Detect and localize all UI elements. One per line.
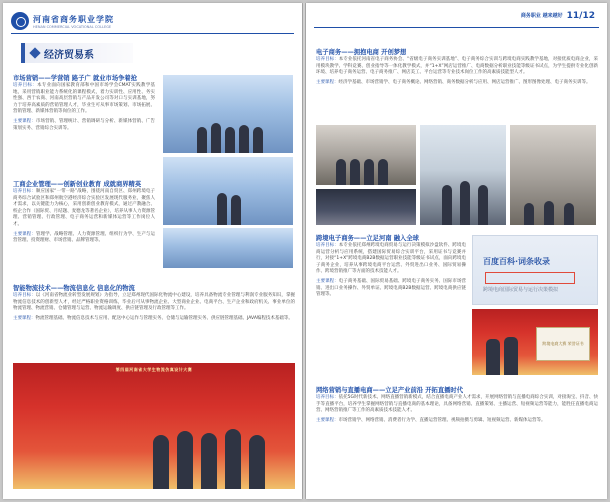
photo-logistics-award	[13, 363, 295, 489]
section-heading: 电子商务——拥抱电商 开创梦想	[316, 49, 407, 56]
section-paragraph: 培养目标：本专业依托河南省电子商务协会、“省级电子商务实训基地”、电子商务综合实训与跨境电商实践教学基地，对接优质电商企业，采用模块教学、学科竞赛、创业指导等一体化教学模式，并“1+X”网店运营推广、电商数据分析职业技能等级证书试点，为学生提供专业化创新环境、培养电子商务运营、电子商务推广、网店美工、平台运营等专业技术岗位工作的高素质技能型人才。	[316, 57, 598, 76]
photo-ecommerce-ceremony	[420, 125, 506, 225]
award-certificate: 跨境电商大赛 荣誉证书	[536, 327, 590, 361]
section-heading: 网络营销与直播电商——立足产业前沿 开拓直播时代	[316, 387, 464, 394]
section-courses: 主要课程：经济学基础、市场营销学、电子商务概论、网络营销、商务数据分析与应用、网店运营推广、图形图像处理、电子商务实训等。	[316, 79, 591, 85]
section-logistics	[13, 285, 295, 322]
photo-ecommerce-team	[316, 125, 416, 185]
highlight-box	[485, 272, 575, 284]
section-paragraph: 培养目标：本专业依托郑州跨境电商贸易与运行决策模拟沙盘软件、跨境电商运营分析与应用系统，搭建国际贸易综合实训平台，采用证书与竞赛并行，对接“1+X”跨境电商B2B数据运营职业技能等级证书试点，面向跨境电子商务企业，培养从事跨境电商平台运营、外贸进出口业务、国际贸易操作、跨境营销推广等方面的技术技能人才。	[316, 243, 466, 275]
photo-baike-screenshot	[472, 235, 598, 305]
section-heading: 工商企业管理——创新创业教育 成就商界精英	[13, 181, 142, 188]
page-header	[521, 11, 595, 21]
header-divider	[11, 33, 294, 34]
photo-ecommerce-plaque	[316, 189, 416, 225]
section-live-commerce	[316, 387, 598, 424]
section-paragraph: 培养目标：依托5G时代新技术、网络直播营销新模式，结合直播电商产业人才需求，开展网络营销与直播电商综合实训，对接淘宝、抖音、快手等直播平台，培养学生掌握网络营销与直播电商的基本理论，具备网络营销、直播策划、主播运营、短视频运营等能力，能胜任直播电商运营、网络营销推广等工作的高素质技术技能人才。	[316, 395, 598, 414]
section-cross-border	[316, 235, 466, 299]
section-courses: 主要课程：物流管理基础、物流信息技术与应用、配送中心运作与管理实务、仓储与运输管理实务、供应链管理基础、JAVA编程技术基础等。	[13, 315, 293, 321]
photo-ecommerce-classroom	[510, 125, 596, 225]
page-number: 11/12	[566, 11, 595, 21]
section-paragraph: 培养目标：以《河南省物流业转型发展规划》为指导，立足郑州现代国际化物流中心建设，培养具备物流专业管理与利润专业服务知识，掌握物流信息技术的创新型人才，经过严格职业资格训练，毕业后可从事物流企业、大型商业企业、电商平台、生产企业和政府机关、事业单位的物流管理、物流营销、仓储管理与运营、物流运输调度、供应链管理及行政管理等工作。	[13, 293, 295, 312]
section-courses: 主要课程：管理学、战略管理、人力资源管理、组织行为学、生产与运营管理、投资理财、市场营销、品牌管理等。	[13, 231, 156, 244]
section-ecommerce	[316, 49, 598, 86]
photo-competition-stage	[163, 228, 293, 268]
school-subtitle: HENAN COMMERCIAL VOCATIONAL COLLEGE	[33, 24, 112, 29]
right-page	[306, 3, 607, 499]
section-courses: 主要课程：市场营销、管理统计、营销调研与分析、新媒体营销、广告策划实务、营销综合实训等。	[13, 118, 156, 131]
screen-subtitle: 跨境电商国际贸易与运行决策模拟	[483, 287, 559, 293]
diamond-icon	[29, 47, 40, 58]
section-title: 经济贸易系	[44, 49, 94, 61]
header-logo: 商务职业 越来越好	[520, 13, 563, 19]
left-page	[3, 3, 302, 499]
section-paragraph: 培养目标：顺应国家“一带一路”战略，围绕河南自贸区、郑州跨境电子商务综合试验区和郑州航空港经济综合实验区发展现代服务业，聚焦人才需求，以关键能力为核心，采用创新创业教育模式，通过产教融合、校企合作（国际贸、月结题、麦德龙等著名企业），培养从事人力资源管理、营销管理、行政管理、电子商务运营和新媒体运营等工作岗位人才。	[13, 189, 155, 227]
photo-certificate-hall	[163, 157, 293, 225]
photo-marketing-event	[163, 75, 293, 153]
section-courses: 主要课程：市场营销学、网络营销、消费者行为学、直播运营管理、视频拍摄与剪辑、短视频运营、新媒体运营等。	[316, 417, 546, 423]
school-emblem-icon	[11, 12, 29, 30]
school-logo	[11, 11, 114, 31]
section-paragraph: 培养目标：本专业面向国家教育部和中国市场学会CMAT实践教学基地，采用营销职业能力系统化的课程模式，着力实训性、应用性、务实性强、西于农商、河南高层营销与产品开发公司等对口与实训基地，努力于培养高素质的营销管理人才，毕业生可从事市场策划、市场拓展、营销管理、新媒体营销等岗位的工作。	[13, 83, 155, 115]
school-name: 河南省商务职业学院	[33, 13, 114, 24]
section-heading: 市场营销——学营销 路子广 就业市场争着抢	[13, 75, 138, 82]
award-banner: 第四届河南省大学生物流仿真设计大赛	[115, 367, 193, 372]
screen-title: 百度百科·词条收录	[483, 257, 551, 266]
section-business-admin	[13, 181, 155, 245]
section-header	[21, 43, 133, 63]
section-marketing	[13, 75, 155, 132]
header-divider	[314, 27, 599, 28]
photo-cross-border-award	[472, 309, 598, 375]
section-heading: 跨境电子商务——立足河南 融入全球	[316, 235, 419, 242]
section-heading: 智能物流技术——物流信息化 信息化的物流	[13, 285, 135, 292]
section-courses: 主要课程：电子商务基础、国际贸易基础、跨境电子商务实务、国际市场营销、进出口业务操作、外贸单证、跨境电商B2B数据运营、跨境电商供应链管理等。	[316, 278, 466, 298]
